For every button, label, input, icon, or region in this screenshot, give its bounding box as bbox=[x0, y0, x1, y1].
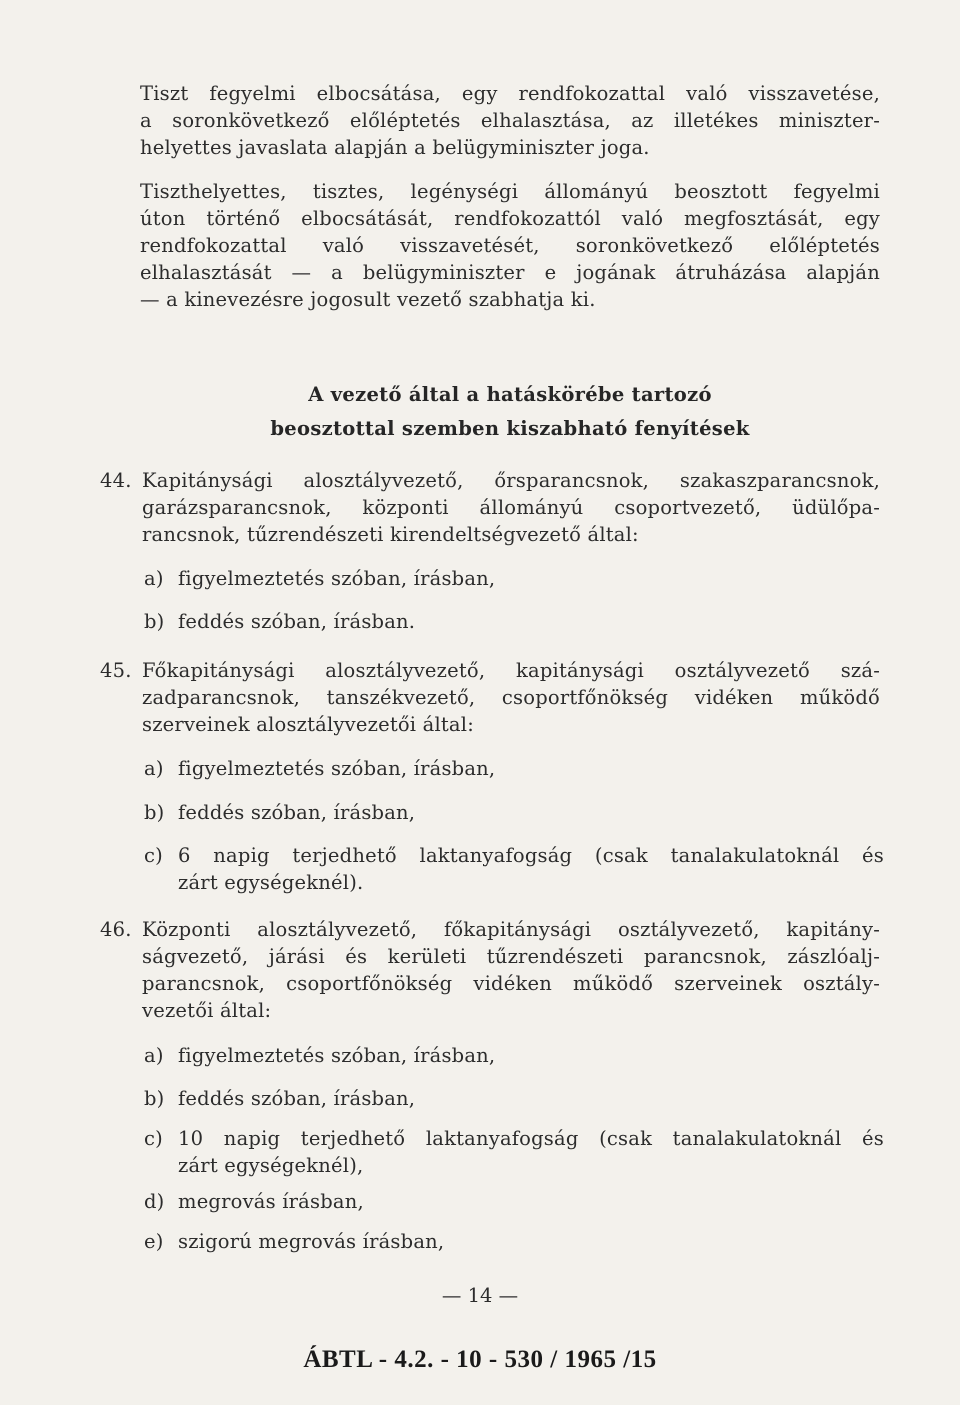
item-text: figyelmeztetés szóban, írásban, bbox=[178, 1044, 496, 1067]
item-label: b) bbox=[144, 801, 165, 824]
item-label: b) bbox=[144, 1087, 165, 1110]
text-line: zadparancsnok, tanszékvezető, csoportfőnökség vidéken működő bbox=[142, 686, 880, 709]
item-label: e) bbox=[144, 1230, 164, 1253]
item-label: a) bbox=[144, 1044, 164, 1067]
text-line: Tiszt fegyelmi elbocsátása, egy rendfokozattal való visszavetése, bbox=[140, 82, 880, 105]
list-item bbox=[144, 1188, 884, 1215]
section-number: 44. bbox=[100, 469, 132, 492]
list-item bbox=[144, 1042, 884, 1069]
text-line: garázsparancsnok, központi állományú csoportvezető, üdülőpa- bbox=[142, 496, 880, 519]
list-item bbox=[144, 1125, 884, 1179]
text-line: rendfokozattal való visszavetését, soronkövetkező előléptetés bbox=[140, 234, 880, 257]
item-text: megrovás írásban, bbox=[178, 1190, 364, 1213]
list-item bbox=[144, 842, 884, 896]
section-45 bbox=[100, 657, 880, 738]
section-heading bbox=[140, 378, 880, 446]
item-text: szigorú megrovás írásban, bbox=[178, 1230, 445, 1253]
intro-paragraph-2 bbox=[140, 178, 880, 313]
item-text: feddés szóban, írásban, bbox=[178, 1087, 416, 1110]
item-label: d) bbox=[144, 1190, 165, 1213]
text-line: elhalasztását — a belügyminiszter e jogának átruházása alapján bbox=[140, 261, 880, 284]
list-item bbox=[144, 755, 884, 782]
text-line: helyettes javaslata alapján a belügyminiszter joga. bbox=[140, 136, 650, 159]
item-text: 6 napig terjedhető laktanyafogság (csak tanalakulatoknál és bbox=[178, 844, 884, 867]
text-line: parancsnok, csoportfőnökség vidéken működő szerveinek osztály- bbox=[142, 972, 880, 995]
item-label: a) bbox=[144, 757, 164, 780]
text-line: Tiszthelyettes, tisztes, legénységi állományú beosztott fegyelmi bbox=[140, 180, 880, 203]
list-item bbox=[144, 565, 884, 592]
archive-reference: ÁBTL - 4.2. - 10 - 530 / 1965 /15 bbox=[303, 1346, 657, 1373]
item-label: c) bbox=[144, 1127, 163, 1150]
item-text: feddés szóban, írásban. bbox=[178, 610, 416, 633]
list-item bbox=[144, 1085, 884, 1112]
list-item bbox=[144, 1228, 884, 1255]
list-item bbox=[144, 608, 884, 635]
item-text: feddés szóban, írásban, bbox=[178, 801, 416, 824]
item-label: c) bbox=[144, 844, 163, 867]
text-line: szerveinek alosztályvezetői által: bbox=[142, 713, 474, 736]
item-text: 10 napig terjedhető laktanyafogság (csak tanalakulatoknál és bbox=[178, 1127, 884, 1150]
text-line: Központi alosztályvezető, főkapitánysági osztályvezető, kapitány- bbox=[142, 918, 880, 941]
item-text: figyelmeztetés szóban, írásban, bbox=[178, 757, 496, 780]
section-44 bbox=[100, 467, 880, 548]
item-text: zárt egységeknél), bbox=[178, 1154, 364, 1177]
text-line: úton történő elbocsátását, rendfokozattól való megfosztását, egy bbox=[140, 207, 880, 230]
item-text: figyelmeztetés szóban, írásban, bbox=[178, 567, 496, 590]
section-number: 45. bbox=[100, 659, 132, 682]
text-line: Főkapitánysági alosztályvezető, kapitánysági osztályvezető szá- bbox=[142, 659, 880, 682]
item-text: zárt egységeknél). bbox=[178, 871, 364, 894]
item-label: b) bbox=[144, 610, 165, 633]
item-label: a) bbox=[144, 567, 164, 590]
text-line: — a kinevezésre jogosult vezető szabhatja ki. bbox=[140, 288, 596, 311]
list-item bbox=[144, 799, 884, 826]
heading-line-2: beosztottal szemben kiszabható fenyítések bbox=[270, 417, 750, 440]
text-line: ságvezető, járási és kerületi tűzrendészeti parancsnok, zászlóalj- bbox=[142, 945, 880, 968]
text-line: Kapitánysági alosztályvezető, őrsparancsnok, szakaszparancsnok, bbox=[142, 469, 880, 492]
section-46 bbox=[100, 916, 880, 1024]
heading-line-1: A vezető által a hatáskörébe tartozó bbox=[308, 383, 712, 406]
text-line: a soronkövetkező előléptetés elhalasztása, az illetékes miniszter- bbox=[140, 109, 880, 132]
text-line: vezetői által: bbox=[142, 999, 272, 1022]
text-line: rancsnok, tűzrendészeti kirendeltségvezető által: bbox=[142, 523, 639, 546]
section-number: 46. bbox=[100, 918, 132, 941]
intro-paragraph-1 bbox=[140, 80, 880, 161]
page-number: — 14 — bbox=[441, 1284, 519, 1307]
